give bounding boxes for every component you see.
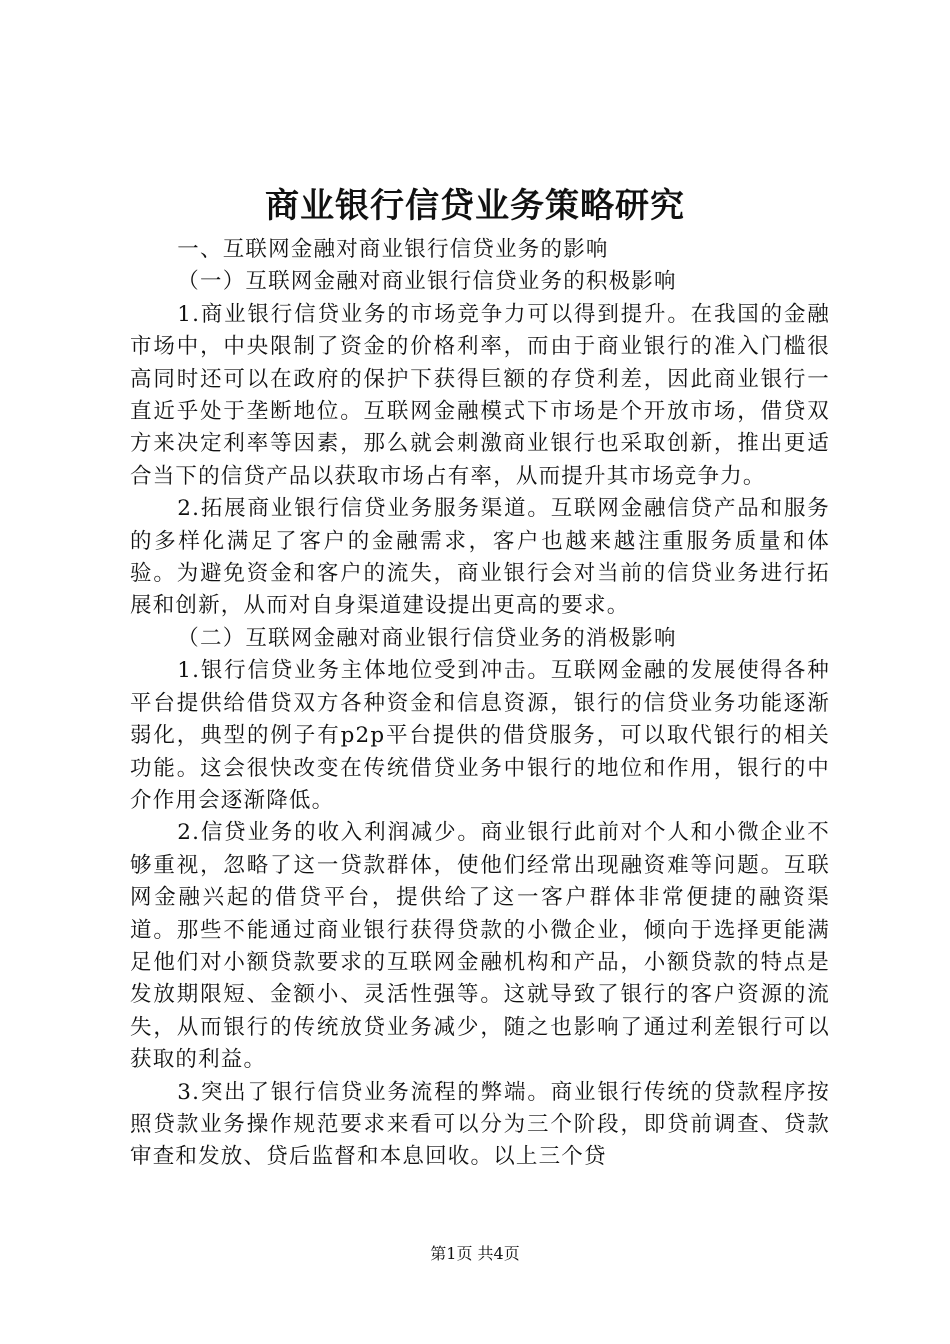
subsection-heading-2: （二）互联网金融对商业银行信贷业务的消极影响 <box>177 625 677 651</box>
body-paragraph: 3.突出了银行信贷业务流程的弊端。商业银行传统的贷款程序按照贷款业务操作规范要求来看可以分为三个阶段，即贷前调查、贷款审查和发放、贷后监督和本息回收。以上三个贷 <box>130 1079 830 1170</box>
body-paragraph: 2.信贷业务的收入利润减少。商业银行此前对个人和小微企业不够重视，忽略了这一贷款群体，使他们经常出现融资难等问题。互联网金融兴起的借贷平台，提供给了这一客户群体非常便捷的融资渠道。那些不能通过商业银行获得贷款的小微企业，倾向于选择更能满足他们对小额贷款要求的互联网金融机构和产品，小额贷款的特点是发放期限短、金额小、灵活性强等。这就导致了银行的客户资源的流失，从而银行的传统放贷业务减少，随之也影响了通过利差银行可以获取的利益。 <box>130 820 830 1073</box>
subsection-heading-1: （一）互联网金融对商业银行信贷业务的积极影响 <box>177 269 677 295</box>
body-paragraph: 1.商业银行信贷业务的市场竞争力可以得到提升。在我国的金融市场中，中央限制了资金的价格利率，而由于商业银行的准入门槛很高同时还可以在政府的保护下获得巨额的存贷利差，因此商业银行一直近乎处于垄断地位。互联网金融模式下市场是个开放市场，借贷双方来决定利率等因素，那么就会刺激商业银行也采取创新，推出更适合当下的信贷产品以获取市场占有率，从而提升其市场竞争力。 <box>130 301 830 489</box>
document-title: 商业银行信贷业务策略研究 <box>265 186 685 226</box>
body-paragraph: 2.拓展商业银行信贷业务服务渠道。互联网金融信贷产品和服务的多样化满足了客户的金融需求，客户也越来越注重服务质量和体验。为避免资金和客户的流失，商业银行会对当前的信贷业务进行拓展和创新，从而对自身渠道建设提出更高的要求。 <box>130 496 830 619</box>
document-body <box>130 234 830 1174</box>
page-footer: 第1页 共4页 <box>430 1244 520 1263</box>
body-paragraph: 1.银行信贷业务主体地位受到冲击。互联网金融的发展使得各种平台提供给借贷双方各种资金和信息资源，银行的信贷业务功能逐渐弱化，典型的例子有p2p平台提供的借贷服务，可以取代银行的相关功能。这会很快改变在传统借贷业务中银行的地位和作用，银行的中介作用会逐渐降低。 <box>130 658 830 813</box>
section-heading-1: 一、互联网金融对商业银行信贷业务的影响 <box>177 237 609 262</box>
